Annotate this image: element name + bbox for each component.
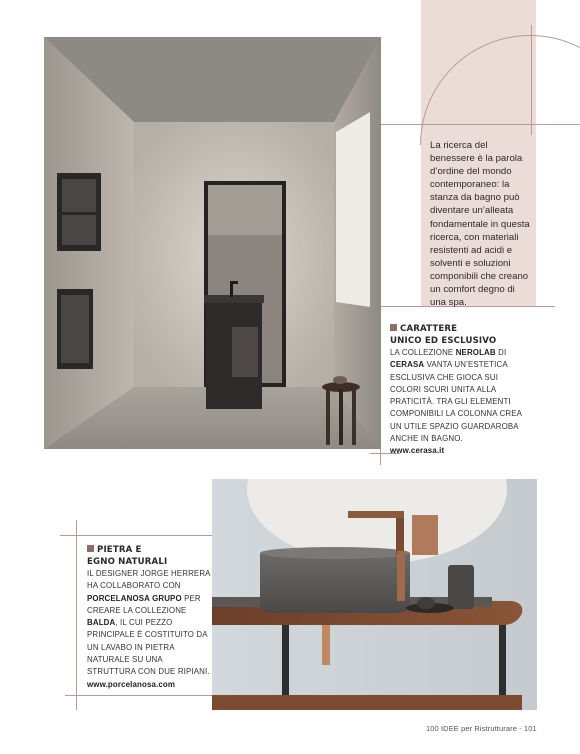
page-footer: 100 IDEE per Ristrutturare - 101 bbox=[426, 724, 537, 733]
brand-name: BALDA bbox=[87, 618, 116, 628]
brand-name: NEROLAB bbox=[455, 348, 496, 357]
brand-name: PORCELANOSA GRUPO bbox=[87, 593, 182, 603]
bathroom-photo-nerolab bbox=[44, 37, 381, 449]
caption-text: LA COLLEZIONE NEROLAB DI CERASA VANTA UN’ESTETICA ESCLUSIVA CHE GIOCA SUI COLORI SCURI UNITA ALLA PRATICITÀ. TRA GLI ELEMENTI COMPONIBILI LA COLONNA CREA UN UTILE SPAZIO GUARDAROBA ANCHE IN BAGNO. bbox=[390, 348, 522, 444]
washbasin-photo-illustration bbox=[212, 479, 537, 710]
pull-quote: La ricerca del benessere è la parola d’ordine del mondo contemporaneo: la stanza da bagno può diventare un’alleata fondamentale in questa ricerca, con materiali resistenti ad acidi e solventi e soluzioni componibili che creano un comfort degno di una spa. bbox=[430, 140, 530, 309]
caption-text: IL DESIGNER JORGE HERRERA HA COLLABORATO CON PORCELANOSA GRUPO PER CREARE LA COLLEZIONE BALDA, IL CUI PEZZO PRINCIPALE È COSTITUITO DA UN LAVABO IN PIETRA NATURALE SU UNA STRUTTURA CON DUE RIPIANI. bbox=[87, 569, 211, 677]
caption-title: EGNO NATURALI bbox=[87, 557, 168, 567]
divider-line bbox=[65, 695, 235, 696]
bathroom-photo-illustration bbox=[44, 37, 381, 449]
divider-line bbox=[380, 124, 580, 125]
caption-title: CARATTERE bbox=[390, 323, 530, 335]
brand-name: CERASA bbox=[390, 360, 425, 370]
divider-line bbox=[76, 520, 77, 710]
accent-square-icon bbox=[390, 324, 397, 331]
caption-title: UNICO ED ESCLUSIVO bbox=[390, 336, 497, 346]
website-link[interactable]: www.cerasa.it bbox=[390, 446, 445, 456]
caption-title: PIETRA E bbox=[87, 544, 212, 556]
caption-nerolab bbox=[390, 323, 530, 458]
caption-balda bbox=[87, 544, 212, 691]
divider-line bbox=[60, 535, 220, 536]
divider-line bbox=[531, 25, 532, 135]
website-link[interactable]: www.porcelanosa.com bbox=[87, 679, 176, 689]
washbasin-photo-balda bbox=[212, 479, 537, 710]
accent-square-icon bbox=[87, 545, 94, 552]
